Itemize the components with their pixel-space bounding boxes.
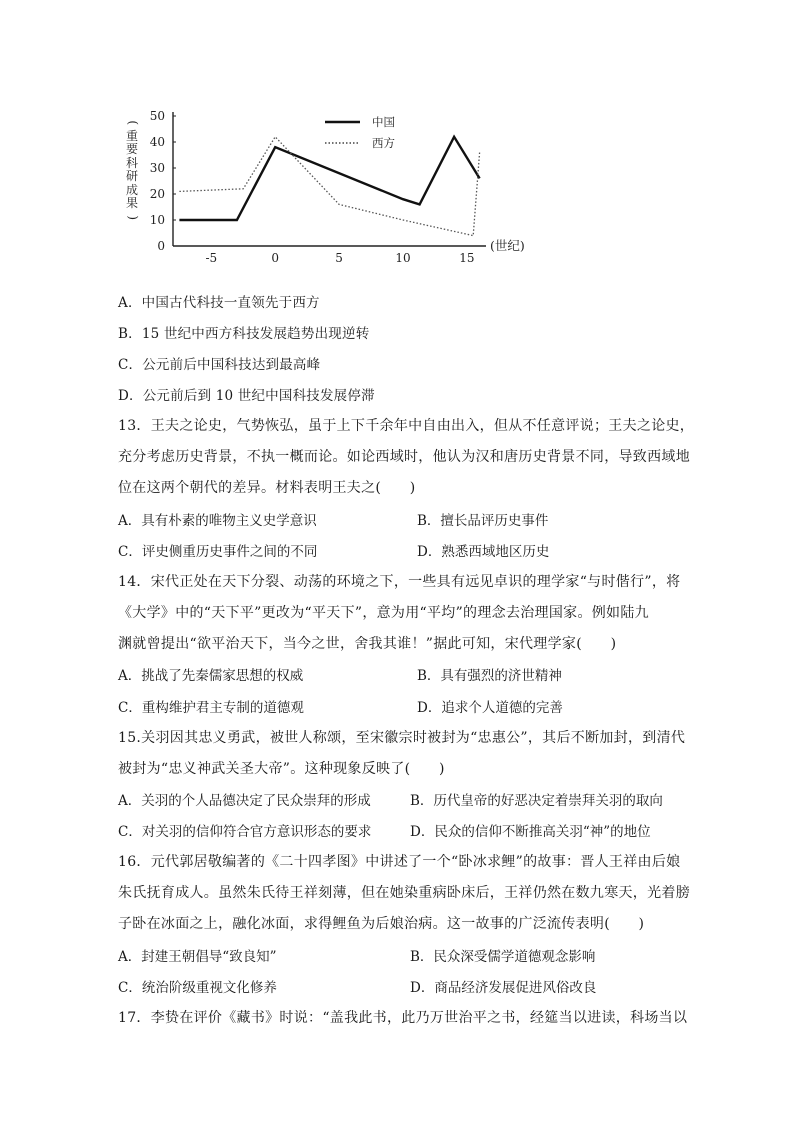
series-line-china: [179, 137, 479, 220]
q16-option-d: D．商品经济发展促进风俗改良: [410, 980, 597, 996]
y-tick-label: 40: [149, 135, 165, 149]
q14-option-c: C．重构维护君主专制的道德观: [118, 700, 304, 716]
q12-option-c: C．公元前后中国科技达到最高峰: [118, 357, 321, 373]
q14-line-3: 渊就曾提出“欲平治天下，当今之世，舍我其谁！”据此可知，宋代理学家( ): [118, 636, 617, 652]
q16-option-a: A．封建王朝倡导“致良知”: [118, 949, 277, 965]
y-label-char: 果: [125, 196, 138, 210]
q16-line-2: 朱氏抚育成人。虽然朱氏待王祥刻薄，但在她染重病卧床后，王祥仍然在数九寒天，光着膀: [118, 885, 690, 901]
x-tick-label: 15: [459, 251, 475, 264]
y-label-char: 科: [125, 155, 138, 170]
q14-option-a: A．挑战了先秦儒家思想的权威: [118, 668, 304, 684]
y-label-char: 成: [125, 182, 138, 197]
legend-china-label: 中国: [372, 115, 395, 129]
x-axis-ticks: [205, 251, 474, 264]
y-tick-label: 10: [149, 213, 165, 227]
q13-option-d: D．熟悉西域地区历史: [417, 544, 550, 560]
x-tick-label: 5: [335, 251, 343, 264]
x-tick-label: 10: [395, 251, 411, 264]
q13-option-c: C．评史侧重历史事件之间的不同: [118, 544, 318, 560]
y-label-char: 重: [125, 128, 138, 143]
q16-option-c: C．统治阶级重视文化修养: [118, 980, 277, 996]
y-tick-label: 30: [149, 161, 165, 175]
q13-line-3: 位在这两个朝代的差异。材料表明王夫之( ): [118, 480, 416, 496]
y-axis-label: [125, 116, 139, 224]
q13-option-b: B．擅长品评历史事件: [417, 513, 549, 529]
x-tick-label: 0: [271, 251, 280, 264]
y-tick-label: 0: [157, 239, 165, 253]
q12-option-d: D．公元前后到 10 世纪中国科技发展停滞: [118, 388, 375, 404]
y-tick-label: 20: [149, 187, 165, 201]
y-label-char: ): [125, 214, 140, 220]
q15-option-b: B．历代皇帝的好恶决定着崇拜关羽的取向: [410, 793, 663, 809]
y-label-char: 要: [125, 142, 138, 156]
q15-option-d: D．民众的信仰不断推高关羽“神”的地位: [410, 824, 651, 840]
q17-line-1: 17．李贽在评价《藏书》时说：“盖我此书，此乃万世治平之书，经筵当以进读，科场当以: [118, 1010, 688, 1026]
legend-west-label: 西方: [372, 136, 395, 150]
q15-line-1: 15.关羽因其忠义勇武，被世人称颂，至宋徽宗时被封为“忠惠公”，其后不断加封，到清代: [118, 730, 686, 746]
q13-line-2: 充分考虑历史背景，不执一概而论。如论西域时，他认为汉和唐历史背景不同，导致西域地: [118, 449, 690, 465]
q12-option-a: A．中国古代科技一直领先于西方: [118, 295, 320, 311]
q15-option-c: C．对关羽的信仰符合官方意识形态的要求: [118, 824, 372, 840]
line-chart: [120, 104, 540, 264]
q13-option-a: A．具有朴素的唯物主义史学意识: [118, 513, 317, 529]
q15-line-2: 被封为“忠义神武关圣大帝”。这种现象反映了( ): [118, 761, 445, 777]
q14-line-2: 《大学》中的“天下平”更改为“平天下”，意为用“平均”的理念去治理国家。例如陆九: [118, 605, 649, 621]
q14-line-1: 14．宋代正处在天下分裂、动荡的环境之下，一些具有远见卓识的理学家“与时偕行”，将: [118, 574, 681, 590]
q16-line-3: 子卧在冰面之上，融化冰面，求得鲤鱼为后娘治病。这一故事的广泛流传表明( ): [118, 916, 645, 932]
series-group: [179, 137, 479, 236]
q12-option-b: B．15 世纪中西方科技发展趋势出现逆转: [118, 326, 370, 342]
q16-option-b: B．民众深受儒学道德观念影响: [410, 949, 596, 965]
y-tick-label: 50: [149, 109, 165, 123]
q13-line-1: 13．王夫之论史，气势恢弘，虽于上下千余年中自由出入，但从不任意评说；王夫之论史，: [118, 418, 695, 434]
y-axis-ticks: [150, 109, 176, 253]
y-label-char: (: [125, 120, 140, 126]
x-axis-label: (世纪): [490, 238, 525, 253]
x-tick-label: -5: [205, 251, 218, 264]
legend: [325, 115, 395, 150]
q15-option-a: A．关羽的个人品德决定了民众崇拜的形成: [118, 793, 371, 809]
y-label-char: 研: [125, 169, 138, 183]
q16-line-1: 16．元代郭居敬编著的《二十四孝图》中讲述了一个“卧冰求鲤”的故事：晋人王祥由后娘: [118, 854, 681, 870]
q14-option-d: D．追求个人道德的完善: [417, 700, 563, 716]
q14-option-b: B．具有强烈的济世精神: [417, 668, 562, 684]
